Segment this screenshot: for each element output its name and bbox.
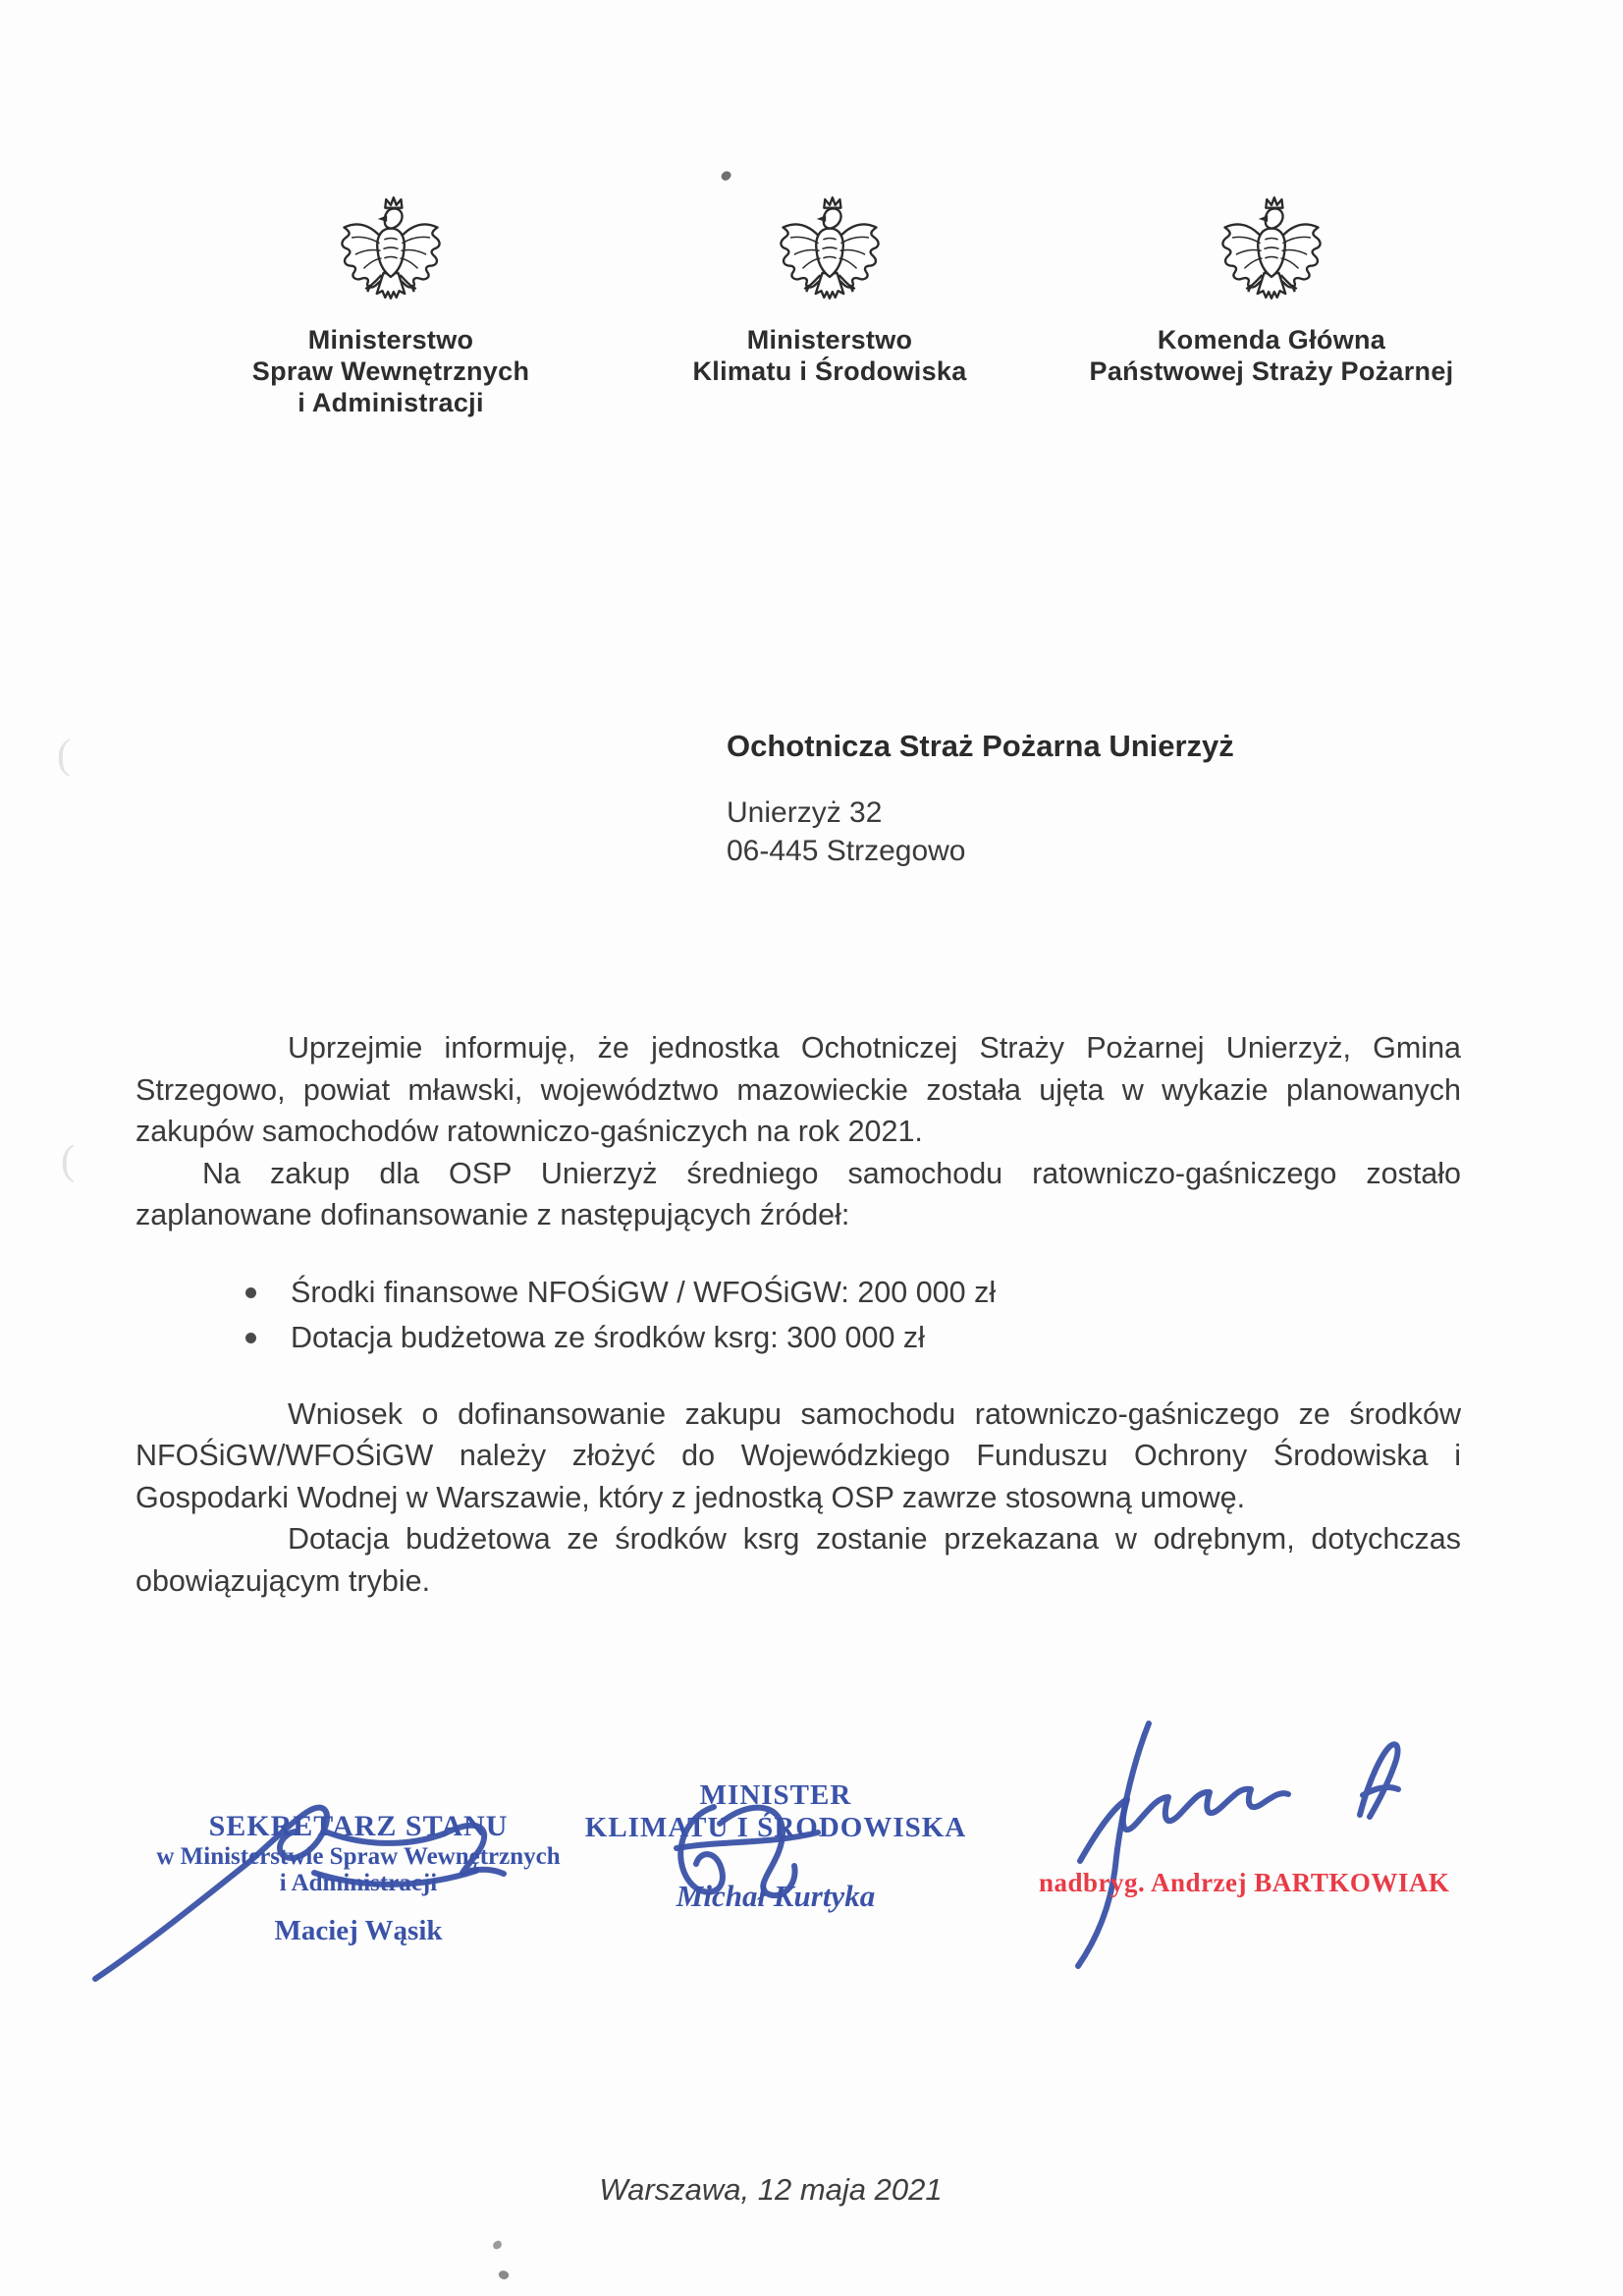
paragraph-2: Na zakup dla OSP Unierzyż średniego samochodu ratowniczo-gaśniczego zostało zaplanowane dofinansowanie z następujących źródeł: [135,1156,1461,1231]
institution-name-line: Komenda Główna [1157,325,1386,355]
polish-eagle-icon [335,196,447,318]
paragraph-3: Wniosek o dofinansowanie zakupu samochodu ratowniczo-gaśniczego ze środków NFOŚiGW/WFOŚiGW należy złożyć do Wojewódzkiego Funduszu Ochrony Środowiska i Gospodarki Wodnej w Warszawie, który z jednostką OSP zawrze stosowną umowę. [135,1396,1461,1514]
handwritten-signature-left [83,1782,545,1989]
institution-name-line: Klimatu i Środowiska [692,356,967,386]
recipient-name: Ochotnicza Straż Pożarna Unierzyż [727,729,1234,763]
letter-body [135,1027,1461,1602]
institution-klimat [633,196,1026,387]
stamp-bartkowiak: nadbryg. Andrzej BARTKOWIAK [1039,1868,1450,1897]
scan-speck [497,2269,510,2281]
scan-faint-mark: ( [61,1138,75,1183]
handwritten-signature-right [1021,1709,1450,1984]
institution-name-line: Ministerstwo [746,325,913,355]
signer-name-middle: Michał Kurtyka [676,1879,876,1913]
institution-name-line: i Administracji [298,388,484,417]
institution-name-line: Państwowej Straży Pożarnej [1089,356,1454,386]
scan-speck [492,2240,503,2251]
stamp-line: w Ministerstwie Spraw Wewnętrznych [156,1843,561,1870]
paragraph-4: Dotacja budżetowa ze środków ksrg zostanie przekazana w odrębnym, dotychczas obowiązującym trybie. [135,1522,1461,1598]
funding-sources-list [135,1270,1461,1360]
list-item: Środki finansowe NFOŚiGW / WFOŚiGW: 200 000 zł [245,1270,1461,1315]
list-item: Dotacja budżetowa ze środków ksrg: 300 000 zł [245,1315,1461,1360]
polish-eagle-icon [774,196,886,318]
stamp-line: i Administracji [279,1870,438,1896]
recipient-address-line: 06-445 Strzegowo [727,835,966,867]
stamp-line: MINISTER [699,1779,852,1811]
paragraph-1: Uprzejmie informuję, że jednostka Ochotniczej Straży Pożarnej Unierzyż, Gmina Strzegowo, powiat mławski, województwo mazowieckie została ujęta w wykazie planowanych zakupów samochodów ratowniczo-gaśniczych na rok 2021. [135,1031,1461,1148]
stamp-line: KLIMATU I ŚRODOWISKA [584,1812,967,1843]
dateline: Warszawa, 12 maja 2021 [599,2172,943,2207]
signer-name-left: Maciej Wąsik [274,1915,443,1946]
recipient-block [727,729,1234,870]
institution-name [633,324,1026,387]
polish-eagle-icon [1216,196,1327,318]
institution-kgpsp [1075,196,1468,387]
institution-name-line: Spraw Wewnętrznych [251,356,530,386]
scan-speck [720,169,732,182]
recipient-address-line: Unierzyż 32 [727,796,883,829]
institution-name [194,324,587,418]
institution-mswia [194,196,587,418]
institution-name-line: Ministerstwo [307,325,474,355]
scan-faint-mark: ( [57,733,71,778]
stamp-line: SEKRETARZ STANU [208,1810,509,1842]
institution-name [1075,324,1468,387]
